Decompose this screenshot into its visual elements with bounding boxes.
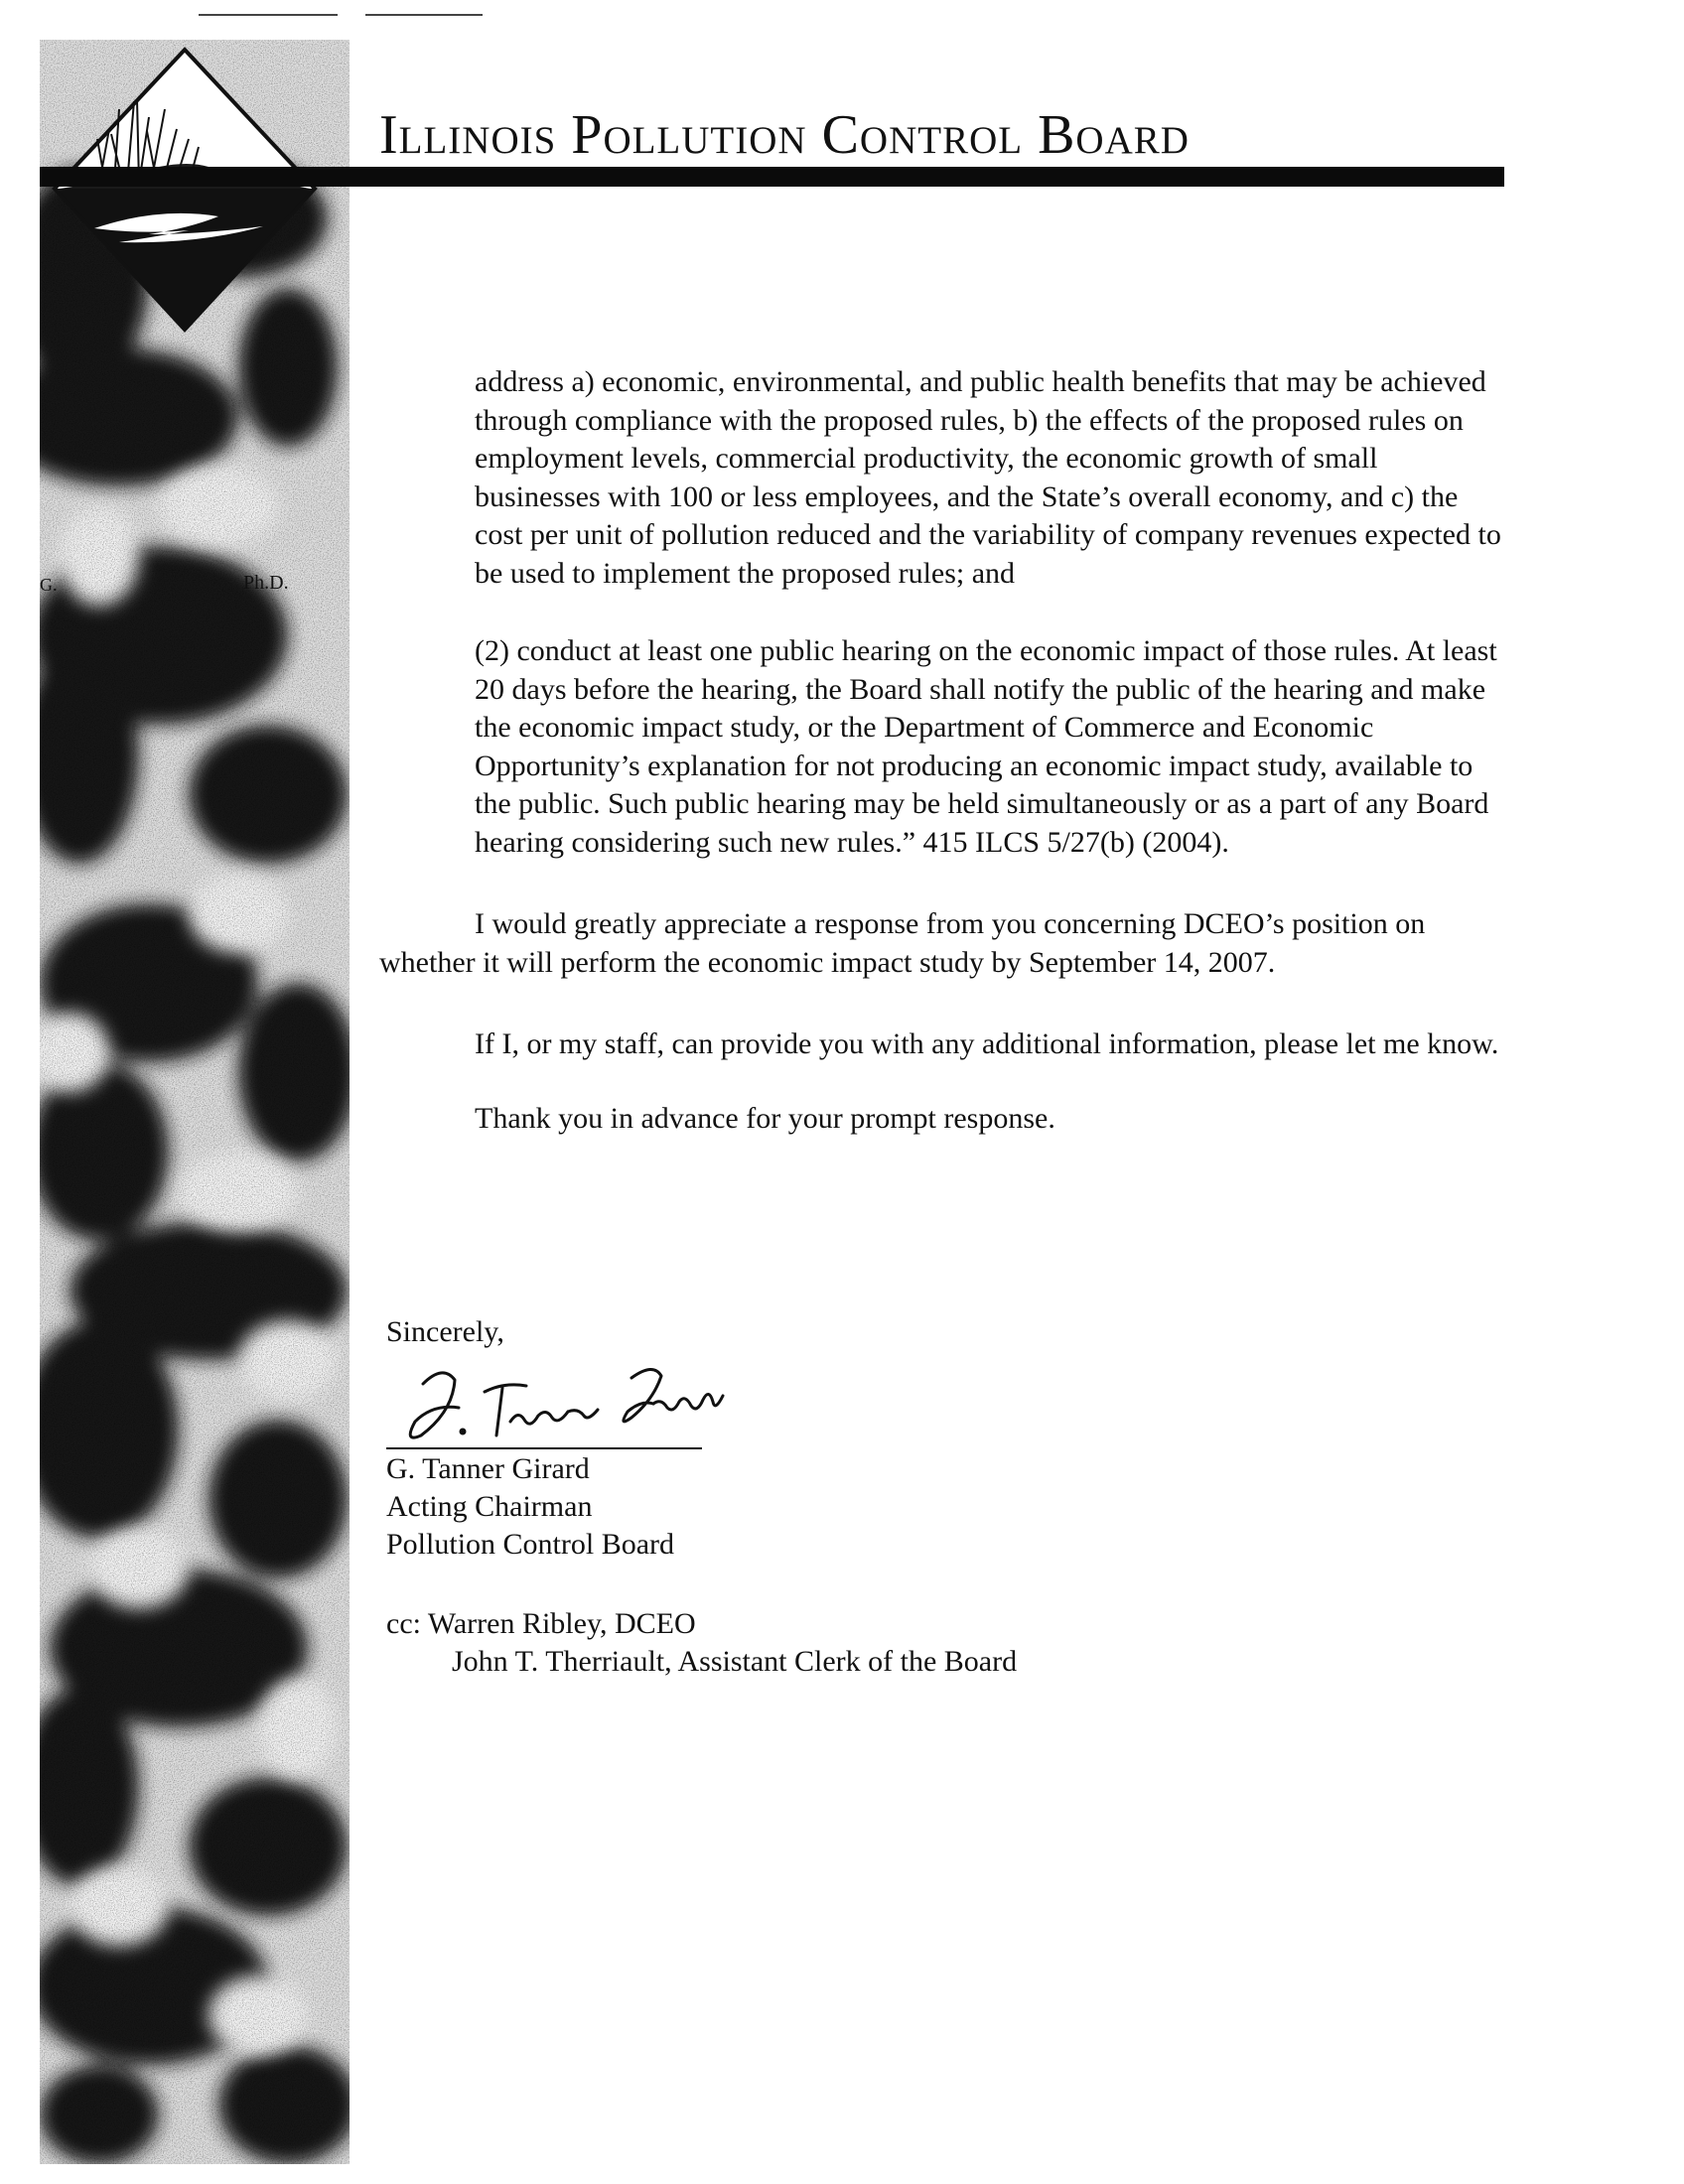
- signer-name: G. Tanner Girard: [386, 1452, 590, 1485]
- title-word-pollution: Pollution: [571, 104, 807, 166]
- signer-title: Acting Chairman: [386, 1490, 593, 1523]
- cc-line-2: John T. Therriault, Assistant Clerk of the Board: [452, 1645, 1018, 1678]
- letterhead-title: [379, 104, 1190, 166]
- cc-line-1: cc: Warren Ribley, DCEO: [386, 1607, 696, 1640]
- top-edge-rules: [199, 3, 510, 21]
- mottled-background: [40, 40, 350, 2164]
- thanks-paragraph: Thank you in advance for your prompt response.: [475, 1101, 1055, 1135]
- quoted-paragraph-a: address a) economic, environmental, and public health benefits that may be achieved through compliance with the proposed rules, b) the effects of the proposed rules on employment levels, commercial productivity, the economic growth of small businesses with 100 or less employees, and the State’s overall economy, and c) the cost per unit of pollution reduced and the variability of company revenues expected to be used to implement the proposed rules; and: [475, 365, 1501, 590]
- cc-list: [386, 1605, 1017, 1681]
- title-word-illinois: Illinois: [379, 104, 557, 166]
- signature-block: [386, 1450, 674, 1564]
- handwritten-signature: [393, 1352, 731, 1452]
- letter-body: [379, 363, 1506, 1138]
- title-word-board: Board: [1038, 104, 1190, 166]
- signer-organization: Pollution Control Board: [386, 1528, 675, 1561]
- letterhead-rule: [40, 167, 1504, 187]
- quoted-paragraph-b: (2) conduct at least one public hearing on the economic impact of those rules. At least 20 days before the hearing, the Board shall notify the public of the hearing and make the economic impact study, or the Department of Commerce and Economic Opportunity’s explanation for not producing an economic impact study, available to the public. Such public hearing may be held simultaneously or as a part of any Board hearing considering such new rules.” 415 ILCS 5/27(b) (2004).: [475, 634, 1497, 859]
- sidebar-fragment-phd: Ph.D.: [243, 572, 289, 594]
- request-paragraph: I would greatly appreciate a response from you concerning DCEO’s position on whether it will perform the economic impact study by September 14, 2007.: [379, 907, 1426, 979]
- salutation: Sincerely,: [386, 1315, 504, 1348]
- signature-line: [386, 1447, 702, 1449]
- letterhead-sidebar: [40, 40, 350, 2164]
- title-word-control: Control: [821, 104, 1024, 166]
- svg-text:G.: G.: [40, 575, 58, 595]
- offer-paragraph: If I, or my staff, can provide you with any additional information, please let me know.: [475, 1027, 1499, 1060]
